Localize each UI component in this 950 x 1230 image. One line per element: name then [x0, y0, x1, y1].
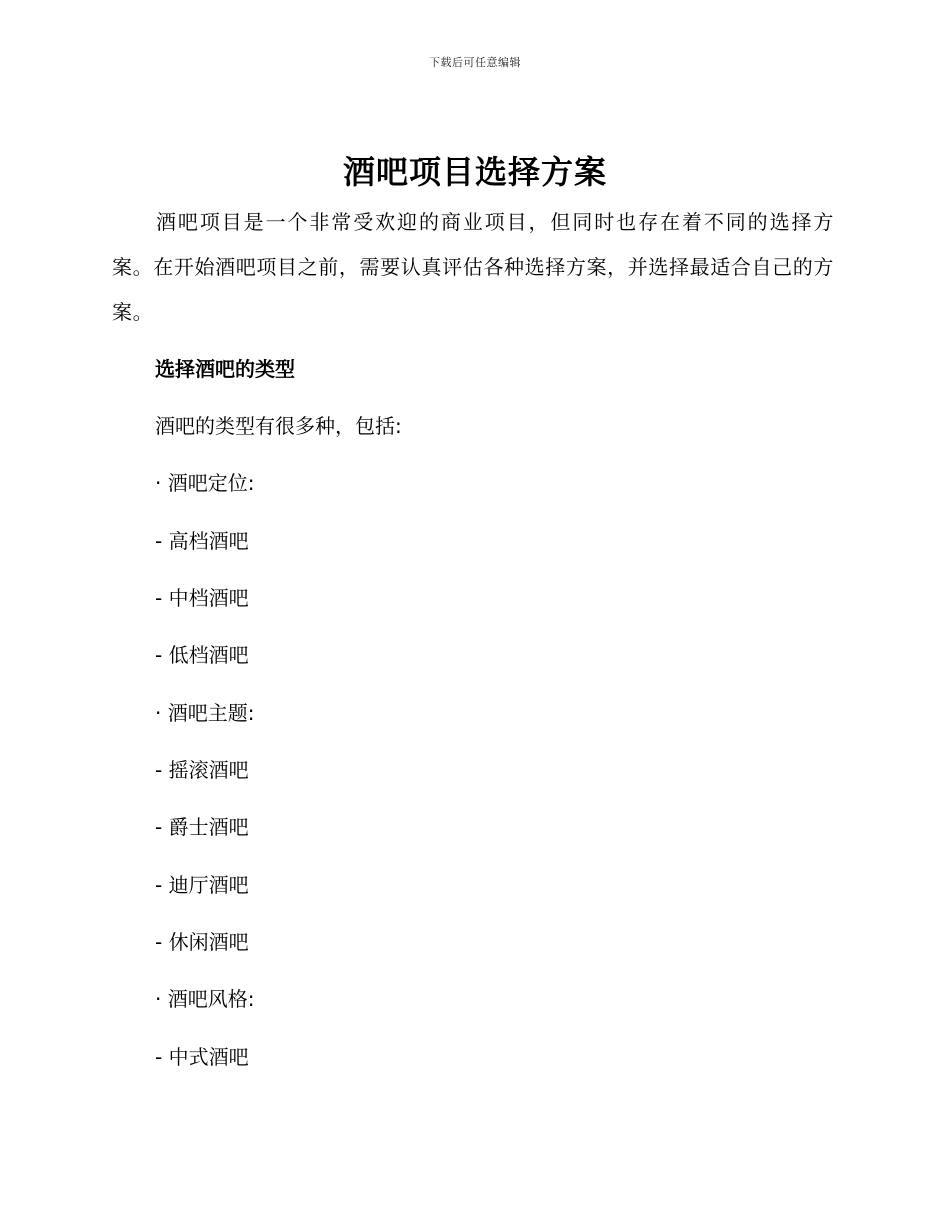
- list-item: - 休闲酒吧: [155, 930, 249, 954]
- section-heading: 选择酒吧的类型: [155, 357, 295, 381]
- header-note: 下载后可任意编辑: [429, 56, 521, 69]
- list-item: · 酒吧主题:: [155, 701, 255, 725]
- list-item: - 高档酒吧: [155, 529, 249, 553]
- intro-paragraph: 酒吧项目是一个非常受欢迎的商业项目，但同时也存在着不同的选择方案。在开始酒吧项目之前，需要认真评估各种选择方案，并选择最适合自己的方案。: [112, 210, 834, 324]
- list-item: - 迪厅酒吧: [155, 873, 249, 897]
- list-item: - 中档酒吧: [155, 586, 249, 610]
- section-lead: 酒吧的类型有很多种，包括:: [155, 414, 402, 438]
- list-item: - 摇滚酒吧: [155, 758, 249, 782]
- list-item: - 低档酒吧: [155, 643, 249, 667]
- list-item: - 爵士酒吧: [155, 815, 249, 839]
- list-item: - 中式酒吧: [155, 1045, 249, 1069]
- list-item: · 酒吧风格:: [155, 987, 255, 1011]
- list-item: · 酒吧定位:: [155, 471, 255, 495]
- document-title: 酒吧项目选择方案: [342, 153, 607, 191]
